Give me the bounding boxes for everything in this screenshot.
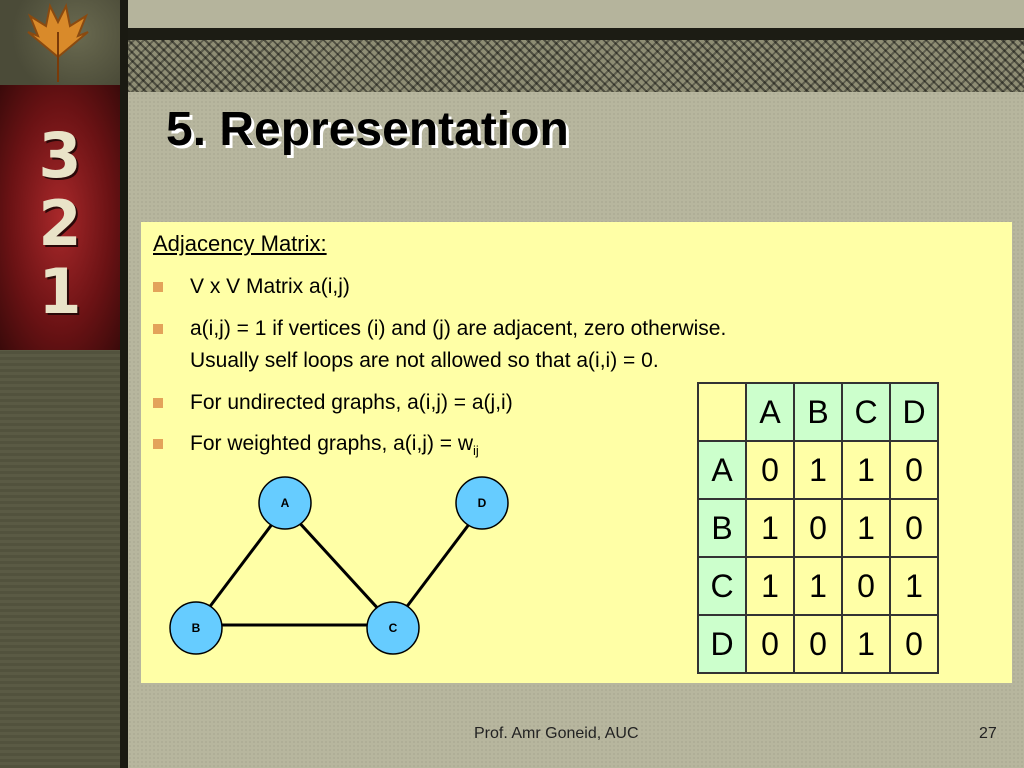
graph-node-b	[170, 602, 222, 654]
texture-band	[128, 40, 1024, 92]
matrix-col-header: D	[890, 383, 938, 441]
matrix-row	[698, 499, 938, 557]
node-label: B	[191, 621, 201, 635]
slide-title: 5. Representation	[166, 103, 569, 156]
matrix-col-header: A	[746, 383, 794, 441]
matrix-cell: 1	[794, 441, 842, 499]
graph-node-a	[259, 477, 311, 529]
matrix-corner-cell	[698, 383, 746, 441]
adjacency-matrix	[697, 382, 939, 674]
matrix-cell: 1	[794, 557, 842, 615]
numbers-panel	[0, 85, 120, 350]
side-number-1: 1	[38, 255, 82, 328]
square-bullet-icon	[153, 324, 163, 334]
node-label: C	[388, 621, 398, 635]
bullet-text: Usually self loops are not allowed so that a(i,i) = 0.	[190, 349, 659, 372]
bullet-text-main: For weighted graphs, a(i,j) = w	[190, 432, 474, 455]
matrix-header-row	[698, 383, 938, 441]
footer-page-number: 27	[979, 725, 997, 742]
side-number-2: 2	[38, 187, 82, 260]
bullet-text: a(i,j) = 1 if vertices (i) and (j) are adjacent, zero otherwise.	[190, 317, 727, 340]
graph-node-c	[367, 602, 419, 654]
matrix-row-header: C	[698, 557, 746, 615]
graph-node-d	[456, 477, 508, 529]
autumn-leaf-icon	[8, 2, 108, 86]
matrix-cell: 1	[890, 557, 938, 615]
matrix-cell: 1	[842, 441, 890, 499]
matrix-cell: 0	[890, 615, 938, 673]
matrix-cell: 1	[842, 499, 890, 557]
subscript-ij: ij	[473, 443, 479, 459]
matrix-row-header: D	[698, 615, 746, 673]
matrix-col-header: B	[794, 383, 842, 441]
matrix-cell: 0	[890, 441, 938, 499]
section-heading: Adjacency Matrix:	[153, 231, 327, 256]
matrix-cell: 0	[746, 441, 794, 499]
matrix-cell: 0	[746, 615, 794, 673]
bullet-text: V x V Matrix a(i,j)	[190, 275, 350, 298]
matrix-row	[698, 557, 938, 615]
square-bullet-icon	[153, 439, 163, 449]
matrix-row-header: B	[698, 499, 746, 557]
matrix-cell: 0	[842, 557, 890, 615]
matrix-cell: 0	[794, 615, 842, 673]
matrix-cell: 1	[746, 557, 794, 615]
graph-diagram	[141, 470, 561, 670]
matrix-row	[698, 441, 938, 499]
bullet-text	[190, 428, 479, 467]
matrix-row-header: A	[698, 441, 746, 499]
matrix-cell: 1	[746, 499, 794, 557]
node-label: D	[477, 496, 487, 510]
square-bullet-icon	[153, 282, 163, 292]
matrix-row	[698, 615, 938, 673]
left-strip-edge	[120, 0, 128, 768]
bullet-text: For undirected graphs, a(i,j) = a(j,i)	[190, 391, 513, 414]
side-number-3: 3	[38, 119, 82, 192]
node-label: A	[280, 496, 290, 510]
matrix-cell: 0	[794, 499, 842, 557]
square-bullet-icon	[153, 398, 163, 408]
matrix-cell: 0	[890, 499, 938, 557]
footer-author: Prof. Amr Goneid, AUC	[474, 725, 639, 742]
matrix-col-header: C	[842, 383, 890, 441]
matrix-cell: 1	[842, 615, 890, 673]
